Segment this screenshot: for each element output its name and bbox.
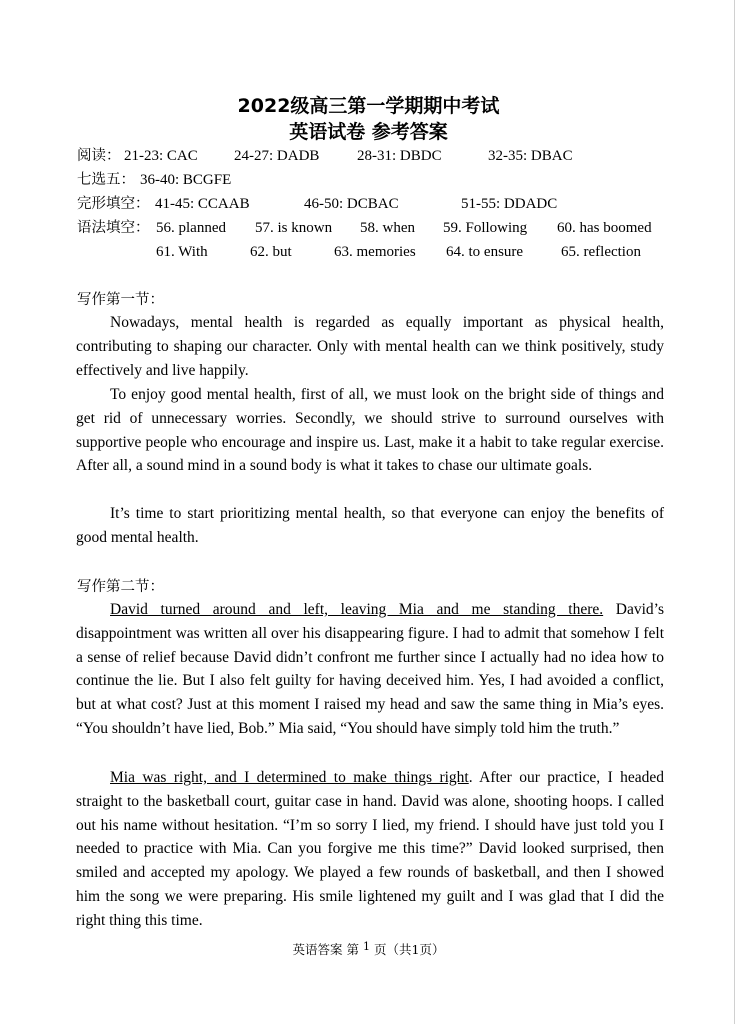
footer-page-number: 1 xyxy=(363,940,371,953)
given-opening-sentence-1: David turned around and left, leaving Mia and me standing there. xyxy=(110,601,604,618)
grammar-answer-58: 58. when xyxy=(360,220,415,236)
writing-2-paragraph-1 xyxy=(76,598,664,741)
grammar-answer-65: 65. reflection xyxy=(561,244,641,260)
cloze-group-3: 51-55: DDADC xyxy=(461,196,558,212)
writing-1-paragraph-2: To enjoy good mental health, first of all, we must look on the bright side of things and get rid of unnecessary worries. Secondly, we should strive to surround ourselves with supportive people who encourage and inspire us. Last, make it a habit to take regular exercise. After all, a sound mind in a sound body is what it takes to chase our ultimate goals. xyxy=(76,386,664,475)
cloze-answers xyxy=(77,192,677,216)
writing-2-heading: 写作第二节： xyxy=(77,579,164,595)
reading-group-4: 32-35: DBAC xyxy=(488,148,573,164)
writing-2-paragraph-2 xyxy=(76,766,664,933)
grammar-answer-56: 56. planned xyxy=(156,220,226,236)
footer-prefix: 英语答案 第 xyxy=(292,942,360,957)
seven-group-1: 36-40: BCGFE xyxy=(140,172,232,188)
writing-1-paragraph-1: Nowadays, mental health is regarded as equally important as physical health, contributing to shaping our character. Only with mental health can we think positively, study effectively and live happily. xyxy=(76,314,664,379)
grammar-answer-57: 57. is known xyxy=(255,220,333,236)
grammar-answer-63: 63. memories xyxy=(334,244,416,260)
seven-choose-five-answers xyxy=(77,168,677,192)
reading-label: 阅读： xyxy=(77,148,121,164)
answer-key-title: 英语试卷 参考答案 xyxy=(289,121,448,143)
reading-group-2: 24-27: DADB xyxy=(234,148,320,164)
given-opening-sentence-2: Mia was right, and I determined to make things right xyxy=(110,769,469,786)
paragraph-1-body: David’s disappointment was written all over his disappearing figure. I had to admit that somehow I felt a sense of relief because David didn’t confront me further since I actually had no idea how to continue the lie. But I also felt guilty for having deceived him. Yes, I had avoided a conflict, but at what cost? Just at this moment I raised my head and saw the same thing in Mia’s eyes. “You shouldn’t have lied, Bob.” Mia said, “You should have simply told him the truth.” xyxy=(76,601,665,737)
grammar-answer-60: 60. has boomed xyxy=(557,220,652,236)
cloze-group-1: 41-45: CCAAB xyxy=(155,196,250,212)
seven-label: 七选五： xyxy=(77,172,135,188)
grammar-answer-59: 59. Following xyxy=(443,220,528,236)
writing-1-heading: 写作第一节： xyxy=(77,292,164,308)
grammar-answers xyxy=(77,216,677,264)
reading-group-3: 28-31: DBDC xyxy=(357,148,442,164)
grammar-label: 语法填空： xyxy=(77,220,150,236)
reading-group-1: 21-23: CAC xyxy=(124,148,198,164)
footer-suffix: 页（共1页） xyxy=(374,942,445,957)
writing-1-paragraph-3: It’s time to start prioritizing mental health, so that everyone can enjoy the benefits of good mental health. xyxy=(76,505,664,546)
grammar-answer-62: 62. but xyxy=(250,244,292,260)
reading-answers xyxy=(77,144,677,168)
page-edge-divider xyxy=(734,0,735,1024)
cloze-group-2: 46-50: DCBAC xyxy=(304,196,399,212)
paragraph-2-body: . After our practice, I headed straight to the basketball court, guitar case in hand. David was alone, shooting hoops. I called out his name without hesitation. “I’m so sorry I lied, my friend. I should have just told you I needed to practice with Mia. Can you forgive me this time?” David looked surprised, then smiled and accepted my apology. We played a few rounds of basketball, and then I showed him the song we were preparing. His smile lightened my guilt and I was glad that I did the right thing this time. xyxy=(76,769,665,929)
grammar-answer-64: 64. to ensure xyxy=(446,244,524,260)
cloze-label: 完形填空： xyxy=(77,196,150,212)
exam-title: 2022级高三第一学期期中考试 xyxy=(237,95,500,117)
page-footer xyxy=(0,940,737,958)
grammar-answer-61: 61. With xyxy=(156,244,208,260)
